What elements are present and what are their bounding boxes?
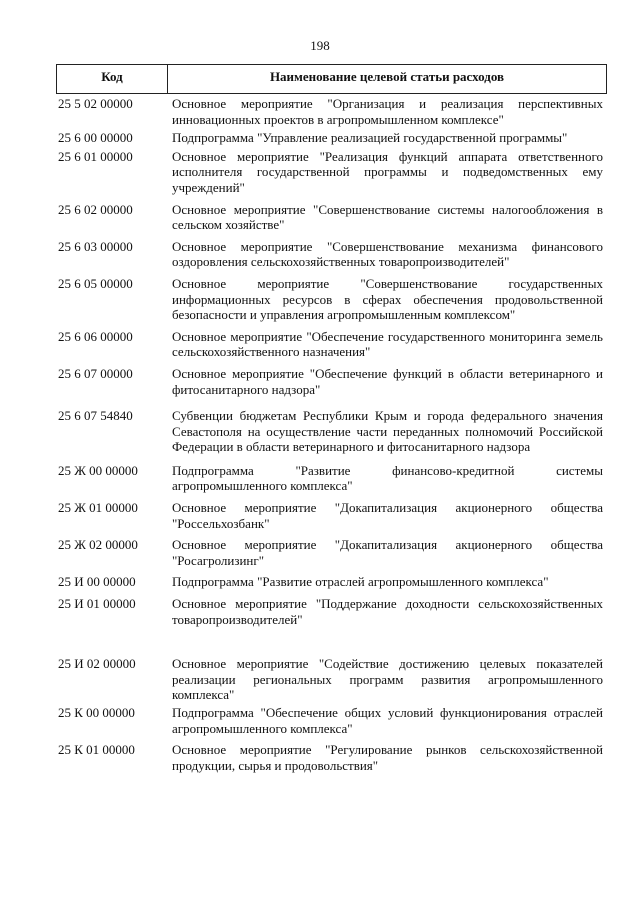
row-name: Субвенции бюджетам Республики Крым и города федерального значения Севастополя на осуществление части переданных полномочий Российской Федерации в области ветеринарного и фитосанитарного надзора bbox=[172, 408, 603, 455]
row-name: Подпрограмма "Развитие отраслей агропромышленного комплекса" bbox=[172, 574, 549, 590]
row-name: Основное мероприятие "Совершенствование системы налогообложения в сельском хозяйстве" bbox=[172, 201, 603, 233]
row-code: 25 6 05 00000 bbox=[58, 275, 133, 291]
row-code: 25 И 00 00000 bbox=[58, 574, 136, 590]
header-name: Наименование целевой статьи расходов bbox=[269, 69, 505, 84]
row-name: Основное мероприятие "Докапитализация акционерного общества "Россельхозбанк" bbox=[172, 500, 603, 531]
row-code: 25 6 07 00000 bbox=[58, 365, 133, 381]
table-row bbox=[58, 742, 603, 773]
row-code: 25 6 06 00000 bbox=[58, 328, 133, 344]
row-name: Основное мероприятие "Обеспечение функций в области ветеринарного и фитосанитарного надзора" bbox=[172, 365, 603, 397]
row-name: Основное мероприятие "Содействие достижению целевых показателей реализации региональных программ развития агропромышленного комплекса" bbox=[172, 656, 603, 703]
table-row bbox=[58, 500, 603, 531]
table-row bbox=[58, 329, 603, 360]
row-code: 25 И 02 00000 bbox=[58, 656, 136, 672]
table-row bbox=[58, 408, 603, 455]
row-code: 25 6 01 00000 bbox=[58, 148, 133, 164]
table-row bbox=[58, 537, 603, 568]
row-code: 25 6 02 00000 bbox=[58, 201, 133, 217]
row-name: Основное мероприятие "Реализация функций аппарата ответственного исполнителя государственной программы и подведомственных ему учреждений" bbox=[172, 148, 603, 195]
table-row bbox=[58, 239, 603, 270]
row-name: Основное мероприятие "Докапитализация акционерного общества "Росагролизинг" bbox=[172, 537, 603, 568]
row-code: 25 И 01 00000 bbox=[58, 596, 136, 612]
row-code: 25 6 03 00000 bbox=[58, 238, 133, 254]
row-code: 25 Ж 01 00000 bbox=[58, 500, 138, 516]
table-row bbox=[58, 96, 603, 127]
table-row bbox=[58, 149, 603, 196]
row-name: Подпрограмма "Развитие финансово-кредитной системы агропромышленного комплекса" bbox=[172, 462, 603, 494]
table-header bbox=[56, 64, 607, 94]
row-name: Основное мероприятие "Совершенствование механизма финансового оздоровления сельскохозяйственных товаропроизводителей" bbox=[172, 238, 603, 270]
table-row bbox=[58, 202, 603, 233]
row-name: Основное мероприятие "Совершенствование государственных информационных ресурсов в сферах обеспечения продовольственной безопасности и управления агропромышленным комплексом" bbox=[172, 275, 603, 323]
row-name: Подпрограмма "Управление реализацией государственной программы" bbox=[172, 130, 568, 146]
row-code: 25 Ж 02 00000 bbox=[58, 537, 138, 553]
table-row bbox=[58, 656, 603, 703]
table-row bbox=[58, 130, 603, 146]
header-code: Код bbox=[57, 65, 168, 93]
row-code: 25 Ж 00 00000 bbox=[58, 462, 138, 478]
row-code: 25 К 00 00000 bbox=[58, 705, 135, 720]
table-row bbox=[58, 276, 603, 323]
row-code: 25 К 01 00000 bbox=[58, 742, 135, 758]
row-code: 25 5 02 00000 bbox=[58, 96, 133, 111]
table-row bbox=[58, 463, 603, 494]
row-name: Основное мероприятие "Обеспечение государственного мониторинга земель сельскохозяйственного назначения" bbox=[172, 328, 603, 360]
row-code: 25 6 07 54840 bbox=[58, 408, 133, 424]
row-code: 25 6 00 00000 bbox=[58, 130, 133, 146]
row-name: Основное мероприятие "Регулирование рынков сельскохозяйственной продукции, сырья и продовольствия" bbox=[172, 742, 603, 773]
table-row bbox=[58, 596, 603, 627]
row-name: Подпрограмма "Обеспечение общих условий функционирования отраслей агропромышленного комплекса" bbox=[172, 705, 603, 736]
page-number: 198 bbox=[310, 38, 330, 53]
table-body bbox=[58, 96, 603, 773]
row-name: Основное мероприятие "Организация и реализация перспективных инновационных проектов в агропромышленном комплексе" bbox=[172, 96, 603, 127]
row-name: Основное мероприятие "Поддержание доходности сельскохозяйственных товаропроизводителей" bbox=[172, 596, 603, 627]
table-row bbox=[58, 705, 603, 736]
table-row bbox=[58, 366, 603, 397]
table-row bbox=[58, 574, 603, 590]
